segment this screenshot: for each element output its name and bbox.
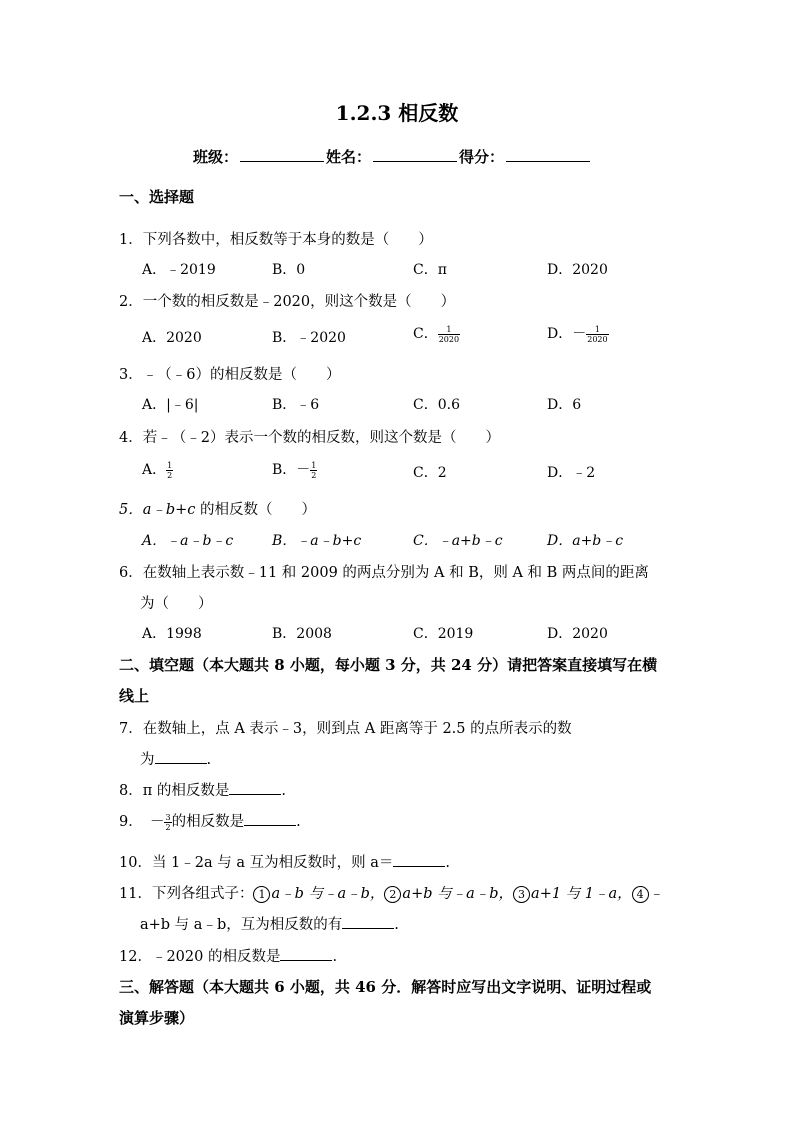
- question-4-option-a: A． $\frac{1}{2}$: [142, 460, 173, 480]
- question-2-option-c: C． $\frac{1}{2020}$: [413, 324, 460, 344]
- question-1-stem: 1．下列各数中，相反数等于本身的数是（ ）: [119, 232, 433, 248]
- question-1-option-d: D．2020: [547, 262, 608, 278]
- question-7-stem-line2: 为 .: [140, 752, 212, 768]
- question-8-stem: 8．π 的相反数是 .: [119, 783, 286, 799]
- question-11-stem-line1: 11．下列各组式子： 1 a﹣b 与﹣a﹣b， 2 a+b 与﹣a﹣b， 3 a+1 与 1﹣a， 4 ﹣: [119, 886, 665, 902]
- question-3-stem: 3．﹣（﹣6）的相反数是（ ）: [119, 367, 341, 383]
- question-2-option-d: D．－ $\frac{1}{2020}$: [547, 324, 608, 344]
- answer-blank[interactable]: [244, 812, 296, 826]
- question-1-option-a: A．﹣2019: [142, 262, 216, 278]
- question-11-stem-line2: a+b 与 a﹣b，互为相反数的有 .: [140, 917, 399, 933]
- section-answer-heading-line1: 三、解答题（本大题共 6 小题，共 46 分．解答时应写出文字说明、证明过程或: [119, 978, 652, 996]
- question-3-option-c: C．0.6: [413, 397, 460, 413]
- question-2-option-b: B．﹣2020: [272, 330, 346, 346]
- question-6-stem-line1: 6．在数轴上表示数﹣11 和 2009 的两点分别为 A 和 B，则 A 和 B 两点间的距离: [119, 565, 649, 581]
- question-5-option-a: A．﹣a﹣b﹣c: [142, 533, 234, 549]
- question-1-option-b: B．0: [272, 262, 306, 278]
- circled-number-2: 2: [384, 886, 401, 903]
- question-6-option-a: A．1998: [142, 626, 202, 642]
- question-5-option-b: B．﹣a﹣b+c: [272, 533, 362, 549]
- fraction: $\frac{1}{2020}$: [438, 324, 460, 344]
- question-12-stem: 12．﹣2020 的相反数是 .: [119, 949, 338, 965]
- name-label: 姓名：: [326, 148, 372, 166]
- circled-number-1: 1: [253, 886, 270, 903]
- fraction: $\frac{3}{2}$: [165, 812, 171, 832]
- answer-blank[interactable]: [393, 853, 445, 867]
- question-5-option-d: D．a+b﹣c: [547, 533, 624, 549]
- student-info-line: [193, 146, 592, 167]
- circled-number-4: 4: [632, 886, 649, 903]
- class-label: 班级：: [193, 148, 239, 166]
- section-choice-heading: 一、选择题: [119, 188, 195, 206]
- question-4-stem: 4．若﹣（﹣2）表示一个数的相反数，则这个数是（ ）: [119, 430, 500, 446]
- answer-blank[interactable]: [342, 915, 394, 929]
- question-5-stem: 5．a﹣b+c 的相反数（ ）: [119, 502, 317, 518]
- question-6-stem-line2: 为（ ）: [140, 596, 213, 612]
- section-fill-heading-line1: 二、填空题（本大题共 8 小题，每小题 3 分，共 24 分）请把答案直接填写在横: [119, 656, 658, 674]
- score-blank[interactable]: [506, 147, 590, 162]
- question-4-option-b: B．－ $\frac{1}{2}$: [272, 460, 317, 480]
- question-2-option-a: A．2020: [142, 330, 202, 346]
- document-title: 1.2.3 相反数: [335, 101, 459, 125]
- question-7-stem-line1: 7．在数轴上，点 A 表示﹣3，则到点 A 距离等于 2.5 的点所表示的数: [119, 721, 572, 737]
- class-blank[interactable]: [240, 147, 324, 162]
- question-3-option-b: B．﹣6: [272, 397, 320, 413]
- name-blank[interactable]: [373, 147, 457, 162]
- question-9-stem: 9． － $\frac{3}{2}$ 的相反数是 .: [119, 812, 301, 832]
- score-label: 得分：: [459, 148, 505, 166]
- section-answer-heading-line2: 演算步骤）: [119, 1009, 195, 1027]
- question-10-stem: 10．当 1﹣2a 与 a 互为相反数时，则 a＝ .: [119, 855, 450, 871]
- question-6-option-b: B．2008: [272, 626, 332, 642]
- answer-blank[interactable]: [229, 781, 281, 795]
- question-6-option-c: C．2019: [413, 626, 474, 642]
- fraction: $\frac{1}{2}$: [167, 460, 173, 480]
- question-1-option-c: C．π: [413, 262, 447, 278]
- question-6-option-d: D．2020: [547, 626, 608, 642]
- question-5-option-c: C．﹣a+b﹣c: [413, 533, 503, 549]
- answer-blank[interactable]: [280, 947, 332, 961]
- fraction: $\frac{1}{2}$: [311, 460, 317, 480]
- question-2-stem: 2．一个数的相反数是﹣2020，则这个数是（ ）: [119, 294, 456, 310]
- question-3-option-a: A．|﹣6|: [142, 397, 199, 413]
- fraction: $\frac{1}{2020}$: [587, 324, 608, 344]
- question-4-option-d: D．﹣2: [547, 465, 596, 481]
- circled-number-3: 3: [513, 886, 530, 903]
- answer-blank[interactable]: [155, 750, 207, 764]
- question-4-option-c: C．2: [413, 465, 447, 481]
- section-fill-heading-line2: 线上: [119, 687, 150, 705]
- question-3-option-d: D．6: [547, 397, 582, 413]
